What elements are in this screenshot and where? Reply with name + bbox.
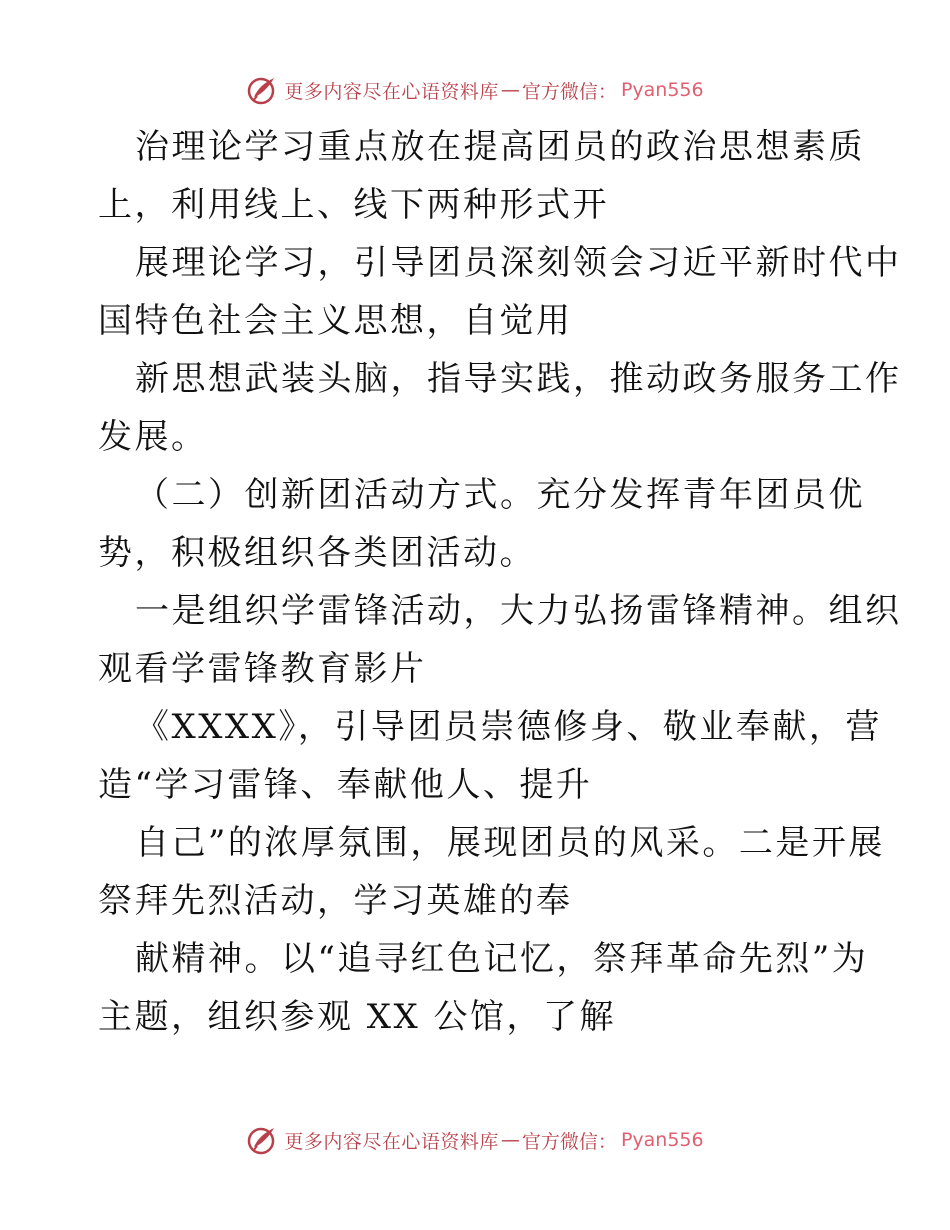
banner-site-text: 更多内容尽在心语资料库 [284, 1130, 499, 1153]
text-line: 势，积极组织各类团活动。 [98, 533, 536, 573]
banner-separator: ： [597, 1130, 617, 1153]
banner-label: 官方微信 [521, 80, 598, 103]
text-line: 献精神。以“追寻红色记忆，祭拜革命先烈”为 [135, 939, 869, 979]
text-line: 一是组织学雷锋活动，大力弘扬雷锋精神。组织 [135, 591, 902, 631]
text-line: 发展。 [98, 417, 208, 457]
banner-site-text: 更多内容尽在心语资料库 [284, 80, 499, 103]
banner-dash: — [500, 79, 520, 101]
text-line: （二）创新团活动方式。充分发挥青年团员优 [135, 475, 865, 515]
banner-wechat-id: Pyan556 [620, 79, 704, 101]
text-line: 上，利用线上、线下两种形式开 [98, 185, 609, 225]
text-line: 展理论学习，引导团员深刻领会习近平新时代中 [135, 243, 902, 283]
quill-logo-icon [246, 74, 278, 106]
text-line: 国特色社会主义思想，自觉用 [98, 301, 573, 341]
document-body [98, 118, 902, 1046]
text-line: 自己”的浓厚氛围，展现团员的风采。二是开展 [135, 823, 885, 863]
banner-dash: — [500, 1129, 520, 1151]
banner-separator: ： [597, 80, 617, 103]
banner-label: 官方微信 [521, 1130, 598, 1153]
quill-logo-icon [246, 1124, 278, 1156]
banner-wechat-id: Pyan556 [620, 1129, 704, 1151]
text-line: 新思想武装头脑，指导实践，推动政务服务工作 [135, 359, 902, 399]
text-line: 造“学习雷锋、奉献他人、提升 [98, 765, 593, 805]
text-line: 《XXXX》，引导团员崇德修身、敬业奉献，营 [135, 707, 882, 747]
text-line: 观看学雷锋教育影片 [98, 649, 427, 689]
header-banner [0, 72, 950, 108]
text-line: 祭拜先烈活动，学习英雄的奉 [98, 881, 573, 921]
text-line: 治理论学习重点放在提高团员的政治思想素质 [135, 127, 865, 167]
footer-banner [0, 1122, 950, 1158]
text-line: 主题，组织参观 XX 公馆，了解 [98, 997, 617, 1037]
